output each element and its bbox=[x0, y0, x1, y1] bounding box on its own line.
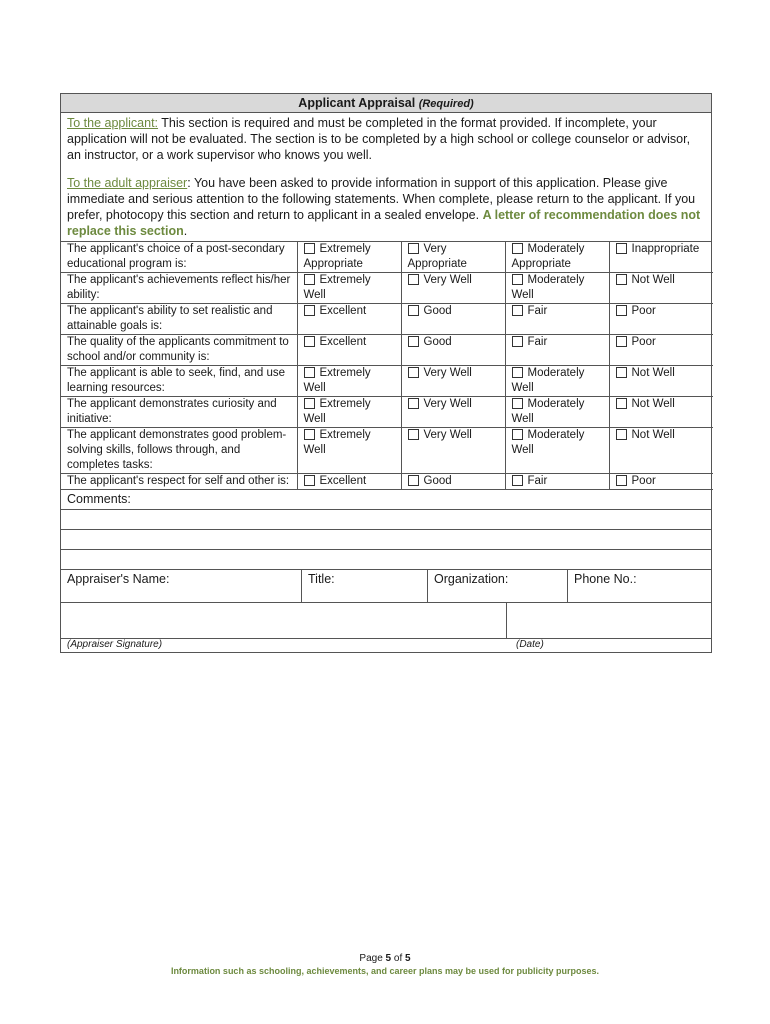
rating-checkbox[interactable] bbox=[304, 398, 315, 409]
rating-option-label: Excellent bbox=[319, 305, 367, 317]
rating-checkbox[interactable] bbox=[512, 274, 523, 285]
rating-option-label: Fair bbox=[527, 475, 548, 487]
rating-option-label: Very Well bbox=[423, 367, 472, 379]
rating-row bbox=[61, 273, 713, 304]
organization-field[interactable] bbox=[428, 570, 568, 602]
rating-checkbox[interactable] bbox=[408, 367, 419, 378]
rating-checkbox[interactable] bbox=[512, 367, 523, 378]
rating-option bbox=[297, 304, 401, 335]
comments-line[interactable] bbox=[61, 530, 711, 550]
rating-option-label: Excellent bbox=[319, 336, 367, 348]
rating-checkbox[interactable] bbox=[512, 336, 523, 347]
rating-checkbox[interactable] bbox=[304, 367, 315, 378]
rating-option-label: Extremely Well bbox=[303, 367, 371, 394]
rating-option-label: Inappropriate bbox=[631, 243, 700, 255]
rating-checkbox[interactable] bbox=[616, 336, 627, 347]
rating-option bbox=[505, 366, 609, 397]
rating-checkbox[interactable] bbox=[616, 243, 627, 254]
rating-statement: The applicant demonstrates curiosity and initiative: bbox=[61, 397, 297, 428]
rating-option bbox=[297, 474, 401, 490]
rating-option-label: Poor bbox=[631, 305, 656, 317]
rating-row bbox=[61, 242, 713, 273]
rating-option bbox=[401, 335, 505, 366]
applicant-label: To the applicant: bbox=[67, 116, 159, 130]
rating-option bbox=[609, 273, 713, 304]
rating-option-label: Good bbox=[423, 475, 452, 487]
rating-option-label: Extremely Well bbox=[303, 274, 371, 301]
rating-option-label: Moderately Well bbox=[511, 274, 585, 301]
appraiser-text: : You have been asked to provide information in support of this application. Please give immediate and serious attention to the following statements. When complete, please return to the applicant. If you prefer, photocopy this section and return to applicant in a sealed envelope. bbox=[67, 176, 696, 222]
rating-statement: The applicant is able to seek, find, and use learning resources: bbox=[61, 366, 297, 397]
rating-statement: The applicant's achievements reflect his/her ability: bbox=[61, 273, 297, 304]
rating-option-label: Moderately Well bbox=[511, 367, 585, 394]
rating-row bbox=[61, 428, 713, 474]
rating-option-label: Good bbox=[423, 305, 452, 317]
rating-option bbox=[505, 304, 609, 335]
rating-statement: The applicant's respect for self and other is: bbox=[61, 474, 297, 490]
rating-checkbox[interactable] bbox=[408, 336, 419, 347]
rating-checkbox[interactable] bbox=[616, 305, 627, 316]
rating-option-label: Very Appropriate bbox=[407, 243, 467, 270]
title-field[interactable] bbox=[302, 570, 428, 602]
rating-checkbox[interactable] bbox=[616, 367, 627, 378]
appraiser-name-label: Appraiser's Name: bbox=[67, 572, 170, 586]
rating-option bbox=[401, 366, 505, 397]
page-prefix: Page bbox=[359, 953, 386, 964]
comments-line[interactable] bbox=[61, 550, 711, 570]
rating-option bbox=[297, 273, 401, 304]
rating-option bbox=[401, 304, 505, 335]
rating-option bbox=[297, 242, 401, 273]
signature-label: (Appraiser Signature) bbox=[67, 639, 163, 650]
signature-field[interactable] bbox=[61, 603, 507, 638]
date-field[interactable] bbox=[507, 603, 711, 638]
rating-checkbox[interactable] bbox=[304, 475, 315, 486]
appraiser-instructions bbox=[67, 175, 705, 239]
rating-checkbox[interactable] bbox=[408, 475, 419, 486]
appraiser-end: . bbox=[183, 224, 188, 238]
rating-option bbox=[401, 242, 505, 273]
applicant-appraisal-form bbox=[60, 93, 712, 653]
rating-statement: The quality of the applicants commitment to school and/or community is: bbox=[61, 335, 297, 366]
rating-option-label: Good bbox=[423, 336, 452, 348]
rating-checkbox[interactable] bbox=[304, 336, 315, 347]
rating-option-label: Fair bbox=[527, 305, 548, 317]
rating-option-label: Poor bbox=[631, 336, 656, 348]
appraiser-label: To the adult appraiser bbox=[67, 176, 188, 190]
page-number bbox=[0, 953, 770, 964]
phone-field[interactable] bbox=[568, 570, 711, 602]
applicant-text: This section is required and must be completed in the format provided. If incomplete, your application will not be evaluated. The section is to be completed by a high school or college counselor or advisor, an instructor, or a work supervisor who knows you well. bbox=[67, 116, 691, 162]
rating-checkbox[interactable] bbox=[512, 475, 523, 486]
rating-row bbox=[61, 304, 713, 335]
rating-checkbox[interactable] bbox=[408, 429, 419, 440]
phone-label: Phone No.: bbox=[574, 572, 637, 586]
rating-option bbox=[609, 366, 713, 397]
rating-option-label: Not Well bbox=[631, 367, 675, 379]
rating-checkbox[interactable] bbox=[304, 305, 315, 316]
organization-label: Organization: bbox=[434, 572, 509, 586]
form-title-note: (Required) bbox=[418, 98, 474, 110]
rating-option bbox=[297, 428, 401, 474]
rating-checkbox[interactable] bbox=[616, 475, 627, 486]
page-of: of bbox=[391, 953, 406, 964]
rating-option-label: Moderately Well bbox=[511, 429, 585, 456]
rating-option-label: Fair bbox=[527, 336, 548, 348]
rating-option-label: Very Well bbox=[423, 398, 472, 410]
rating-checkbox[interactable] bbox=[304, 243, 315, 254]
rating-checkbox[interactable] bbox=[512, 243, 523, 254]
rating-option-label: Moderately Appropriate bbox=[511, 243, 585, 270]
rating-option bbox=[505, 397, 609, 428]
appraiser-name-field[interactable] bbox=[61, 570, 302, 602]
rating-option bbox=[609, 304, 713, 335]
rating-option-label: Excellent bbox=[319, 475, 367, 487]
rating-statement: The applicant demonstrates good problem-solving skills, follows through, and completes tasks: bbox=[61, 428, 297, 474]
rating-row bbox=[61, 397, 713, 428]
rating-option bbox=[505, 428, 609, 474]
comments-line[interactable] bbox=[61, 510, 711, 530]
rating-option-label: Very Well bbox=[423, 274, 472, 286]
signature-row bbox=[61, 603, 711, 639]
rating-checkbox[interactable] bbox=[408, 398, 419, 409]
instructions bbox=[61, 113, 711, 242]
appraiser-highlight: A letter of recommendation does not replace this section bbox=[67, 208, 701, 238]
appraiser-info-row bbox=[61, 570, 711, 603]
rating-checkbox[interactable] bbox=[304, 429, 315, 440]
rating-checkbox[interactable] bbox=[408, 274, 419, 285]
rating-option bbox=[505, 335, 609, 366]
signature-labels bbox=[61, 639, 711, 652]
comments-label: Comments: bbox=[61, 490, 711, 510]
publicity-notice: Information such as schooling, achievements, and career plans may be used for publicity purposes. bbox=[170, 966, 600, 976]
rating-checkbox[interactable] bbox=[616, 274, 627, 285]
rating-option bbox=[297, 366, 401, 397]
rating-option bbox=[401, 397, 505, 428]
rating-checkbox[interactable] bbox=[408, 243, 419, 254]
rating-statement: The applicant's choice of a post-secondary educational program is: bbox=[61, 242, 297, 273]
rating-option bbox=[505, 273, 609, 304]
rating-option bbox=[505, 242, 609, 273]
rating-checkbox[interactable] bbox=[616, 398, 627, 409]
rating-row bbox=[61, 474, 713, 490]
rating-row bbox=[61, 335, 713, 366]
rating-option-label: Very Well bbox=[423, 429, 472, 441]
form-title: Applicant Appraisal bbox=[298, 96, 416, 110]
rating-option bbox=[401, 428, 505, 474]
date-label: (Date) bbox=[516, 639, 544, 650]
rating-option-label: Extremely Well bbox=[303, 429, 371, 456]
rating-option bbox=[609, 474, 713, 490]
rating-table bbox=[61, 242, 713, 490]
form-header bbox=[61, 94, 711, 113]
rating-option-label: Not Well bbox=[631, 429, 675, 441]
rating-option-label: Not Well bbox=[631, 274, 675, 286]
rating-checkbox[interactable] bbox=[304, 274, 315, 285]
rating-option bbox=[609, 428, 713, 474]
rating-checkbox[interactable] bbox=[408, 305, 419, 316]
rating-option-label: Not Well bbox=[631, 398, 675, 410]
rating-checkbox[interactable] bbox=[512, 398, 523, 409]
page-current: 5 bbox=[385, 953, 392, 964]
rating-option-label: Moderately Well bbox=[511, 398, 585, 425]
title-label: Title: bbox=[308, 572, 335, 586]
rating-checkbox[interactable] bbox=[512, 305, 523, 316]
rating-option bbox=[297, 335, 401, 366]
rating-row bbox=[61, 366, 713, 397]
rating-checkbox[interactable] bbox=[616, 429, 627, 440]
applicant-instructions bbox=[67, 115, 705, 163]
rating-option bbox=[297, 397, 401, 428]
rating-option-label: Extremely Appropriate bbox=[303, 243, 371, 270]
rating-option bbox=[609, 397, 713, 428]
rating-statement: The applicant's ability to set realistic and attainable goals is: bbox=[61, 304, 297, 335]
rating-option bbox=[609, 242, 713, 273]
rating-option-label: Extremely Well bbox=[303, 398, 371, 425]
page-total: 5 bbox=[405, 953, 411, 964]
rating-checkbox[interactable] bbox=[512, 429, 523, 440]
rating-option bbox=[401, 273, 505, 304]
rating-option bbox=[505, 474, 609, 490]
rating-option-label: Poor bbox=[631, 475, 656, 487]
rating-option bbox=[609, 335, 713, 366]
rating-option bbox=[401, 474, 505, 490]
